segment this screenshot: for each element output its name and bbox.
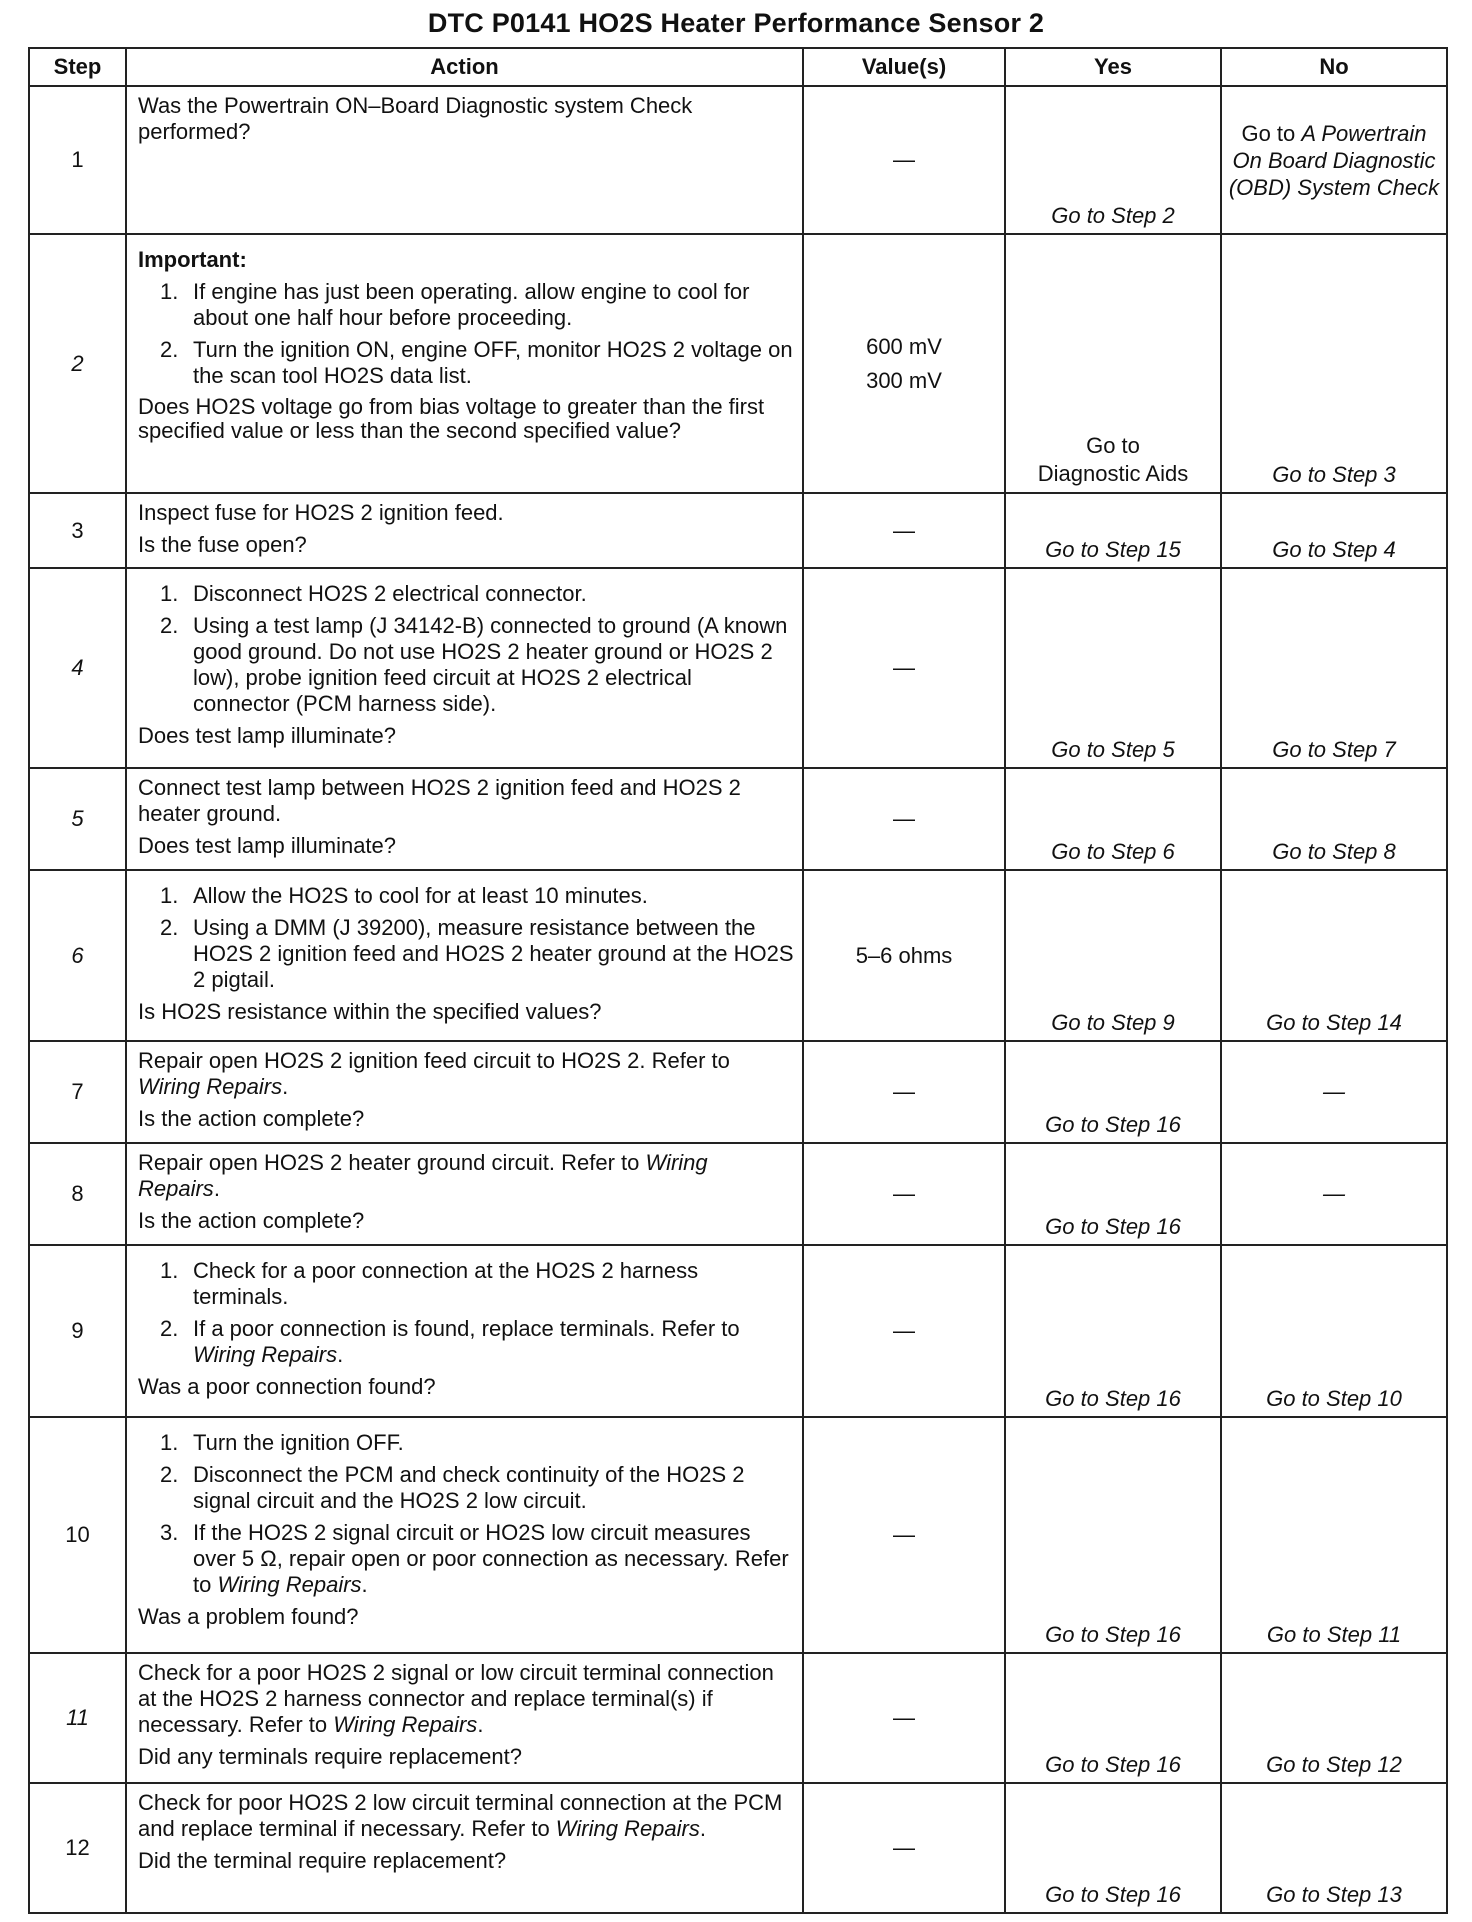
value-cell: — <box>803 1245 1005 1417</box>
step-number: 5 <box>29 768 126 870</box>
question-text: Does HO2S voltage go from bias voltage to greater than the first specified value or less than the second specified value? <box>138 394 765 443</box>
list-item: 2. Using a test lamp (J 34142-B) connected to ground (A known good ground. Do not use HO2S 2 heater ground or HO2S 2 low), probe ignition feed circuit at HO2S 2 electrical connector (PCM harness side). <box>160 613 788 716</box>
table-row <box>29 1245 1447 1417</box>
yes-cell: Go to Step 16 <box>1005 1417 1221 1653</box>
value-cell: — <box>803 1143 1005 1245</box>
action-cell <box>126 1245 803 1417</box>
question-text: Was a poor connection found? <box>138 1374 436 1399</box>
wiring-repairs-ref: Wiring Repairs <box>333 1712 478 1737</box>
header-no: No <box>1221 48 1447 86</box>
wiring-repairs-ref: Wiring Repairs <box>555 1816 700 1841</box>
step-number: 2 <box>29 234 126 493</box>
no-cell: — <box>1221 1041 1447 1143</box>
list-item: 1. Turn the ignition OFF. <box>160 1430 404 1455</box>
table-row <box>29 768 1447 870</box>
yes-cell: Go to Step 16 <box>1005 1783 1221 1913</box>
table-row <box>29 1783 1447 1913</box>
no-cell: Go to Step 8 <box>1221 768 1447 870</box>
question-text: Did any terminals require replacement? <box>138 1744 522 1769</box>
yes-cell: Go to Step 16 <box>1005 1041 1221 1143</box>
wiring-repairs-ref: Wiring Repairs <box>217 1572 362 1597</box>
yes-line2: Diagnostic Aids <box>1037 461 1189 486</box>
no-cell: — <box>1221 1143 1447 1245</box>
value-cell: — <box>803 768 1005 870</box>
no-cell: Go to Step 13 <box>1221 1783 1447 1913</box>
action-cell <box>126 1143 803 1245</box>
diagnostic-table <box>28 47 1448 1914</box>
question-text: Is the fuse open? <box>138 532 307 557</box>
question-text: Does test lamp illuminate? <box>138 723 397 748</box>
value-cell: 5–6 ohms <box>803 870 1005 1041</box>
value-cell <box>803 234 1005 493</box>
step-number: 6 <box>29 870 126 1041</box>
step-number: 4 <box>29 568 126 768</box>
header-action: Action <box>126 48 803 86</box>
header-values: Value(s) <box>803 48 1005 86</box>
step-number: 7 <box>29 1041 126 1143</box>
action-cell <box>126 870 803 1041</box>
action-text: Repair open HO2S 2 heater ground circuit. Refer to Wiring Repairs. <box>138 1150 708 1201</box>
table-row <box>29 1041 1447 1143</box>
list-item: 1. Allow the HO2S to cool for at least 10 minutes. <box>160 883 648 908</box>
yes-cell: Go to Step 5 <box>1005 568 1221 768</box>
yes-cell: Go to Step 16 <box>1005 1245 1221 1417</box>
value-cell: — <box>803 1783 1005 1913</box>
table-row <box>29 493 1447 568</box>
action-text: Check for a poor HO2S 2 signal or low circuit terminal connection at the HO2S 2 harness connector and replace terminal(s) if necessary. Refer to Wiring Repairs. <box>138 1660 774 1737</box>
table-row <box>29 234 1447 493</box>
table-row <box>29 1417 1447 1653</box>
action-text: Check for poor HO2S 2 low circuit terminal connection at the PCM and replace terminal if necessary. Refer to Wiring Repairs. <box>138 1790 783 1841</box>
action-text: Was the Powertrain ON–Board Diagnostic system Check performed? <box>138 93 693 144</box>
action-cell <box>126 1417 803 1653</box>
no-prefix: Go to <box>1241 120 1302 146</box>
list-item: 2. If a poor connection is found, replace terminals. Refer to Wiring Repairs. <box>160 1316 740 1367</box>
step-number: 1 <box>29 86 126 234</box>
value-cell: — <box>803 86 1005 234</box>
yes-cell: Go to Step 15 <box>1005 493 1221 568</box>
yes-cell: Go to Step 16 <box>1005 1653 1221 1783</box>
action-cell <box>126 768 803 870</box>
no-cell: Go to Step 3 <box>1221 234 1447 493</box>
wiring-repairs-ref: Wiring Repairs <box>193 1342 338 1367</box>
wiring-repairs-ref: Wiring Repairs <box>138 1074 283 1099</box>
yes-cell <box>1005 234 1221 493</box>
question-text: Did the terminal require replacement? <box>138 1848 507 1873</box>
step-number: 11 <box>29 1653 126 1783</box>
yes-cell: Go to Step 16 <box>1005 1143 1221 1245</box>
value-second: 300 mV <box>866 367 942 393</box>
action-cell <box>126 1783 803 1913</box>
value-cell: — <box>803 568 1005 768</box>
yes-line1: Go to <box>1086 433 1140 458</box>
step-number: 10 <box>29 1417 126 1653</box>
action-cell <box>126 86 803 234</box>
yes-cell: Go to Step 9 <box>1005 870 1221 1041</box>
table-row <box>29 86 1447 234</box>
action-cell <box>126 568 803 768</box>
no-reference: A Powertrain On Board Diagnostic (OBD) System Check <box>1228 120 1440 200</box>
list-item: 3. If the HO2S 2 signal circuit or HO2S low circuit measures over 5 Ω, repair open or poor connection as necessary. Refer to Wiring Repairs. <box>160 1520 789 1597</box>
table-row <box>29 568 1447 768</box>
action-cell <box>126 1041 803 1143</box>
yes-cell: Go to Step 6 <box>1005 768 1221 870</box>
action-cell <box>126 493 803 568</box>
no-cell: Go to Step 7 <box>1221 568 1447 768</box>
question-text: Was a problem found? <box>138 1604 359 1629</box>
value-cell: — <box>803 1417 1005 1653</box>
no-cell: Go to Step 11 <box>1221 1417 1447 1653</box>
header-step: Step <box>29 48 126 86</box>
value-first: 600 mV <box>866 333 942 359</box>
question-text: Does test lamp illuminate? <box>138 833 397 858</box>
list-item: 2. Using a DMM (J 39200), measure resistance between the HO2S 2 ignition feed and HO2S 2 heater ground at the HO2S 2 pigtail. <box>160 915 794 992</box>
list-item: 1. Disconnect HO2S 2 electrical connector. <box>160 581 587 606</box>
list-item: 2. Turn the ignition ON, engine OFF, monitor HO2S 2 voltage on the scan tool HO2S data list. <box>160 337 793 388</box>
table-row <box>29 1653 1447 1783</box>
question-text: Is HO2S resistance within the specified values? <box>138 999 602 1024</box>
step-number: 3 <box>29 493 126 568</box>
list-item: 2. Disconnect the PCM and check continuity of the HO2S 2 signal circuit and the HO2S 2 low circuit. <box>160 1462 745 1513</box>
action-text: Inspect fuse for HO2S 2 ignition feed. <box>138 500 504 525</box>
table-row <box>29 1143 1447 1245</box>
step-number: 12 <box>29 1783 126 1913</box>
no-cell: Go to Step 12 <box>1221 1653 1447 1783</box>
no-cell: Go to Step 4 <box>1221 493 1447 568</box>
value-cell: — <box>803 1041 1005 1143</box>
important-label: Important: <box>138 247 247 272</box>
action-text: Repair open HO2S 2 ignition feed circuit to HO2S 2. Refer to Wiring Repairs. <box>138 1048 730 1099</box>
no-cell: Go to Step 10 <box>1221 1245 1447 1417</box>
header-yes: Yes <box>1005 48 1221 86</box>
list-item: 1. Check for a poor connection at the HO2S 2 harness terminals. <box>160 1258 699 1309</box>
no-cell <box>1221 86 1447 234</box>
question-text: Is the action complete? <box>138 1106 365 1131</box>
action-text: Connect test lamp between HO2S 2 ignition feed and HO2S 2 heater ground. <box>138 775 741 826</box>
value-cell: — <box>803 1653 1005 1783</box>
step-number: 9 <box>29 1245 126 1417</box>
yes-cell: Go to Step 2 <box>1005 86 1221 234</box>
value-cell: — <box>803 493 1005 568</box>
action-cell <box>126 234 803 493</box>
wiring-repairs-ref: Wiring Repairs <box>138 1150 708 1201</box>
step-number: 8 <box>29 1143 126 1245</box>
header-row <box>29 48 1447 86</box>
action-cell <box>126 1653 803 1783</box>
table-row <box>29 870 1447 1041</box>
list-item: 1. If engine has just been operating. allow engine to cool for about one half hour before proceeding. <box>160 279 750 330</box>
no-cell: Go to Step 14 <box>1221 870 1447 1041</box>
page-title: DTC P0141 HO2S Heater Performance Sensor 2 <box>427 8 1045 38</box>
question-text: Is the action complete? <box>138 1208 365 1233</box>
